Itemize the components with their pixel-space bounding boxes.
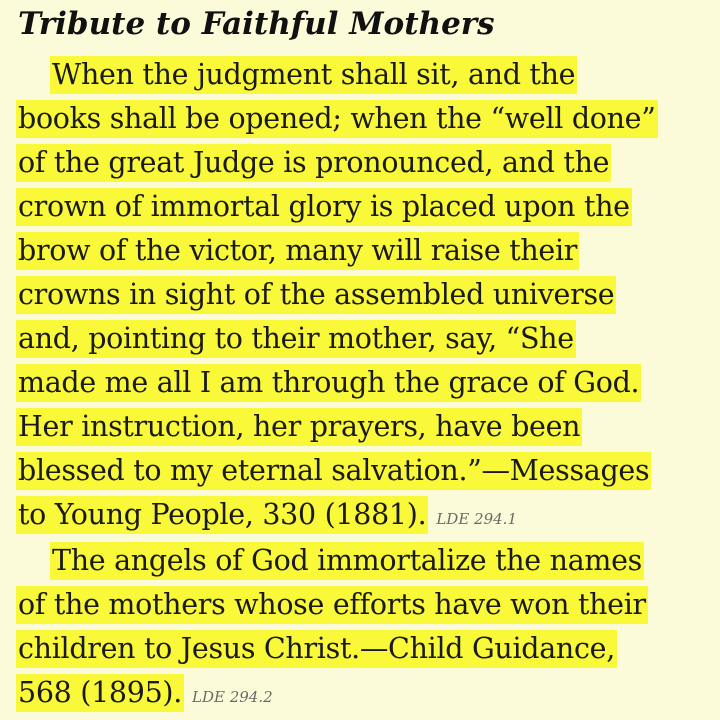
text-line bbox=[16, 493, 716, 537]
text-line bbox=[16, 317, 716, 361]
highlighted-text: books shall be opened; when the “well done” bbox=[16, 100, 658, 138]
highlighted-text: When the judgment shall sit, and the bbox=[50, 56, 577, 94]
highlighted-text: made me all I am through the grace of God. bbox=[16, 364, 641, 402]
text-line bbox=[16, 627, 716, 671]
highlighted-text: crowns in sight of the assembled universe bbox=[16, 276, 616, 314]
text-line bbox=[16, 53, 716, 97]
text-line bbox=[16, 583, 716, 627]
highlighted-text: crown of immortal glory is placed upon the bbox=[16, 188, 632, 226]
reference-label: LDE 294.2 bbox=[192, 688, 273, 706]
page-title: Tribute to Faithful Mothers bbox=[18, 6, 495, 42]
highlighted-text: brow of the victor, many will raise their bbox=[16, 232, 579, 270]
text-line bbox=[16, 449, 716, 493]
highlighted-text: The angels of God immortalize the names bbox=[50, 542, 644, 580]
highlighted-text: blessed to my eternal salvation.”—Messages bbox=[16, 452, 651, 490]
text-line bbox=[16, 539, 716, 583]
highlighted-text: and, pointing to their mother, say, “She bbox=[16, 320, 576, 358]
text-line bbox=[16, 229, 716, 273]
text-line bbox=[16, 405, 716, 449]
highlighted-text: to Young People, 330 (1881). bbox=[16, 496, 428, 534]
paragraph-2 bbox=[16, 539, 716, 715]
text-line bbox=[16, 361, 716, 405]
highlighted-text: 568 (1895). bbox=[16, 674, 184, 712]
text-line bbox=[16, 185, 716, 229]
text-line bbox=[16, 273, 716, 317]
highlighted-text: Her instruction, her prayers, have been bbox=[16, 408, 582, 446]
highlighted-text: of the great Judge is pronounced, and the bbox=[16, 144, 611, 182]
highlighted-text: of the mothers whose efforts have won their bbox=[16, 586, 648, 624]
paragraph-1 bbox=[16, 53, 716, 537]
text-line bbox=[16, 671, 716, 715]
highlighted-text: children to Jesus Christ.—Child Guidance, bbox=[16, 630, 617, 668]
reference-label: LDE 294.1 bbox=[436, 510, 517, 528]
text-line bbox=[16, 141, 716, 185]
text-line bbox=[16, 97, 716, 141]
